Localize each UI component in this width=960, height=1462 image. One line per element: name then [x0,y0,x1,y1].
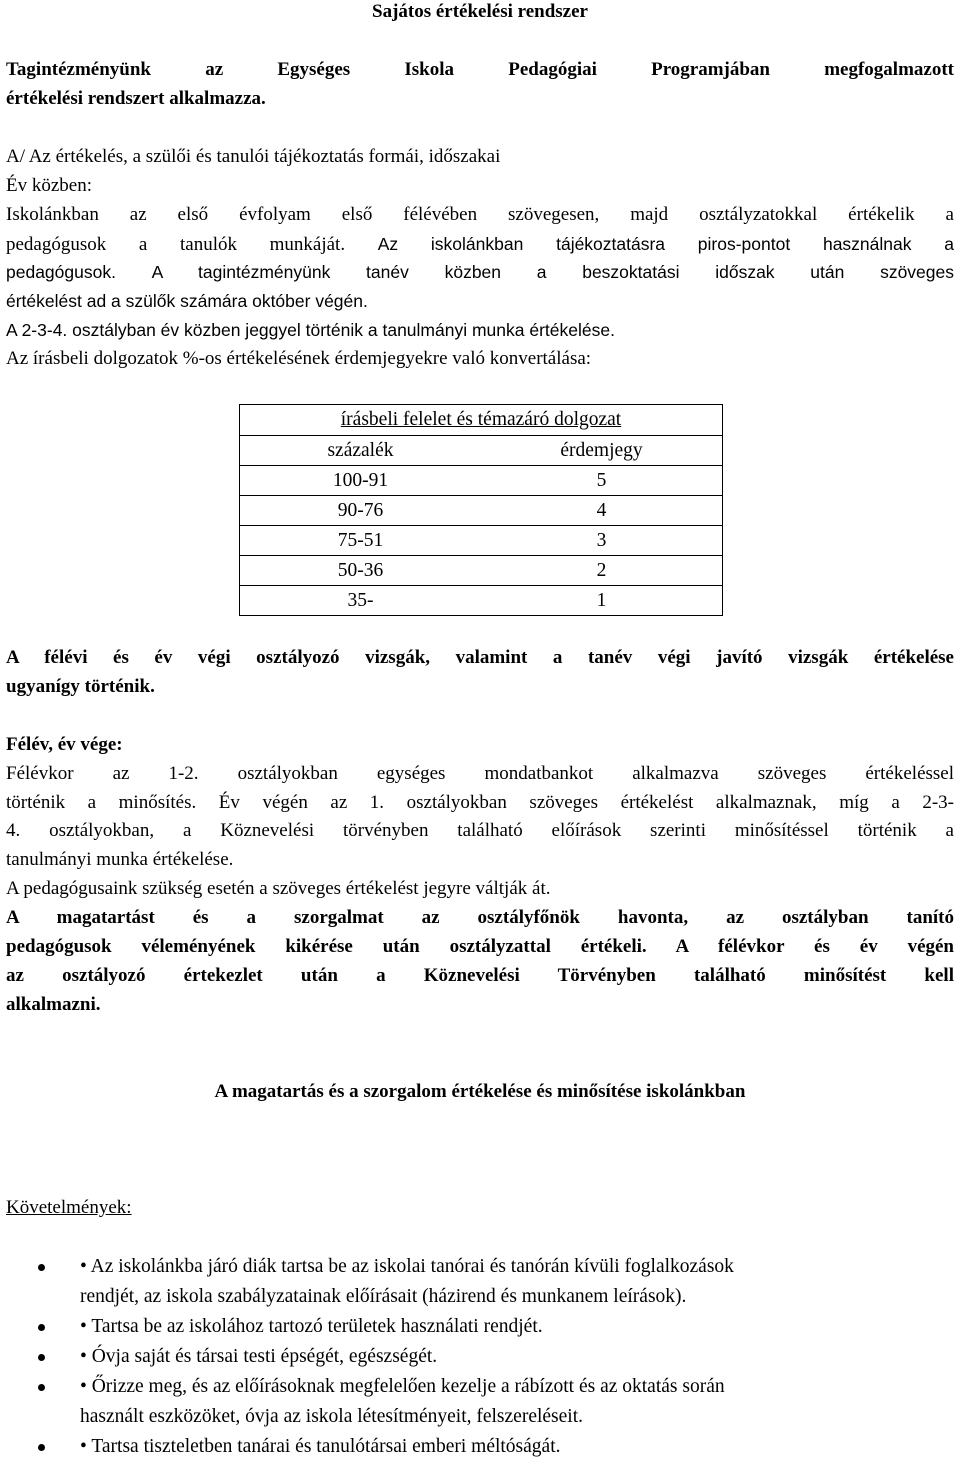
endterm-line-5: A pedagógusaink szükség esetén a szöveges értékelést jegyre váltják át. [6,878,551,899]
list-item-text: • Tartsa tiszteletben tanárai és tanulótársai emberi méltóságát. [80,1436,561,1457]
list-item-text: • Őrizze meg, és az előírásoknak megfelelően kezelje a rábízott és az oktatás során [80,1376,725,1397]
table-cell-percent: 100-91 [240,466,482,496]
bullet-icon [38,1264,45,1271]
grade-conversion-table [239,404,723,616]
section-a-para-line-1: Iskolánkban az első évfolyam első félévében szövegesen, majd osztályzatokkal értékelik a [6,204,954,225]
list-item-text: • Az iskolánkba járó diák tartsa be az iskolai tanórai és tanórán kívüli foglalkozások [80,1256,734,1277]
table-row [240,496,723,526]
section-a-para-line-3a: pedagógusok. [6,262,116,282]
section-a-para-line-6: Az írásbeli dolgozatok %-os értékelésének érdemjegyekre való konvertálása: [6,348,592,369]
endterm-line-1: Félévkor az 1-2. osztályokban egységes mondatbankot alkalmazva szöveges értékeléssel [6,763,954,784]
intro-line-2: értékelési rendszert alkalmazza. [6,88,266,109]
section-a-para-line-3b: A tagintézményünk tanév közben a beszoktatási időszak után szöveges [151,262,955,282]
table-cell-percent: 90-76 [240,496,482,526]
section-a-para-line-2b: Az iskolánkban tájékoztatásra piros-pontot használnak a [377,234,954,254]
section-a-para-line-2 [6,232,954,257]
requirements-heading: Követelmények: [6,1197,132,1218]
list-item-text: használt eszközöket, óvja az iskola létesítményeit, felszereléseit. [80,1406,584,1427]
exam-line-2: ugyanígy történik. [6,676,155,697]
table-caption-row [240,405,723,436]
behaviour-line-3: az osztályozó értekezlet után a Köznevelési Törvényben található minősítést kell [6,965,954,986]
behaviour-line-2: pedagógusok véleményének kikérése után osztályzattal értékeli. A félévkor és év végén [6,936,954,957]
list-item [0,1432,960,1462]
section-a-para-line-2a: pedagógusok a tanulók munkáját. [6,234,346,255]
list-item [0,1372,960,1432]
table-row [240,586,723,616]
section-2-title: A magatartás és a szorgalom értékelése és minősítése iskolánkban [214,1081,746,1102]
table-cell-percent: 35- [240,586,482,616]
bullet-icon [38,1444,45,1451]
document-title: Sajátos értékelési rendszer [372,1,588,22]
endterm-line-3: 4. osztályokban, a Köznevelési törvényben található előírások szerinti minősítéssel történik a [6,820,954,841]
list-item-text: • Tartsa be az iskolához tartozó területek használati rendjét. [80,1316,543,1337]
table-cell-percent: 75-51 [240,526,482,556]
table-cell-grade: 2 [481,556,723,586]
section-a-para-line-5: A 2-3-4. osztályban év közben jeggyel történik a tanulmányi munka értékelése. [6,320,615,340]
behaviour-line-4: alkalmazni. [6,994,101,1015]
table-caption: írásbeli felelet és témazáró dolgozat [240,405,723,436]
bullet-icon [38,1384,45,1391]
endterm-line-2: történik a minősítés. Év végén az 1. osztályokban szöveges értékelést alkalmaznak, míg a 2-3- [6,792,954,813]
table-cell-grade: 3 [481,526,723,556]
section-a-subheading: Év közben: [6,175,93,196]
list-item [0,1342,960,1372]
section-a-para-line-4: értékelést ad a szülők számára október végén. [6,291,368,311]
endterm-heading: Félév, év vége: [6,734,123,755]
requirements-list [0,1252,960,1462]
intro-line-1: Tagintézményünk az Egységes Iskola Pedagógiai Programjában megfogalmazott [6,59,954,80]
table-header-percent: százalék [240,436,482,466]
table-header-row [240,436,723,466]
table-row [240,526,723,556]
table-row [240,466,723,496]
list-item-text: rendjét, az iskola szabályzatainak előírásait (házirend és munkanem leírások). [80,1286,687,1307]
list-item [0,1252,960,1312]
bullet-icon [38,1354,45,1361]
bullet-icon [38,1324,45,1331]
endterm-line-4: tanulmányi munka értékelése. [6,849,234,870]
exam-line-1: A félévi és év végi osztályozó vizsgák, valamint a tanév végi javító vizsgák értékelése [6,647,954,668]
section-a-para-line-3 [6,260,954,285]
table-cell-grade: 4 [481,496,723,526]
table-header-grade: érdemjegy [481,436,723,466]
list-item [0,1312,960,1342]
table-cell-grade: 5 [481,466,723,496]
table-cell-percent: 50-36 [240,556,482,586]
behaviour-line-1: A magatartást és a szorgalmat az osztályfőnök havonta, az osztályban tanító [6,907,954,928]
section-a-heading: A/ Az értékelés, a szülői és tanulói tájékoztatás formái, időszakai [6,146,501,167]
table-row [240,556,723,586]
list-item-text: • Óvja saját és társai testi épségét, egészségét. [80,1346,438,1367]
table-cell-grade: 1 [481,586,723,616]
